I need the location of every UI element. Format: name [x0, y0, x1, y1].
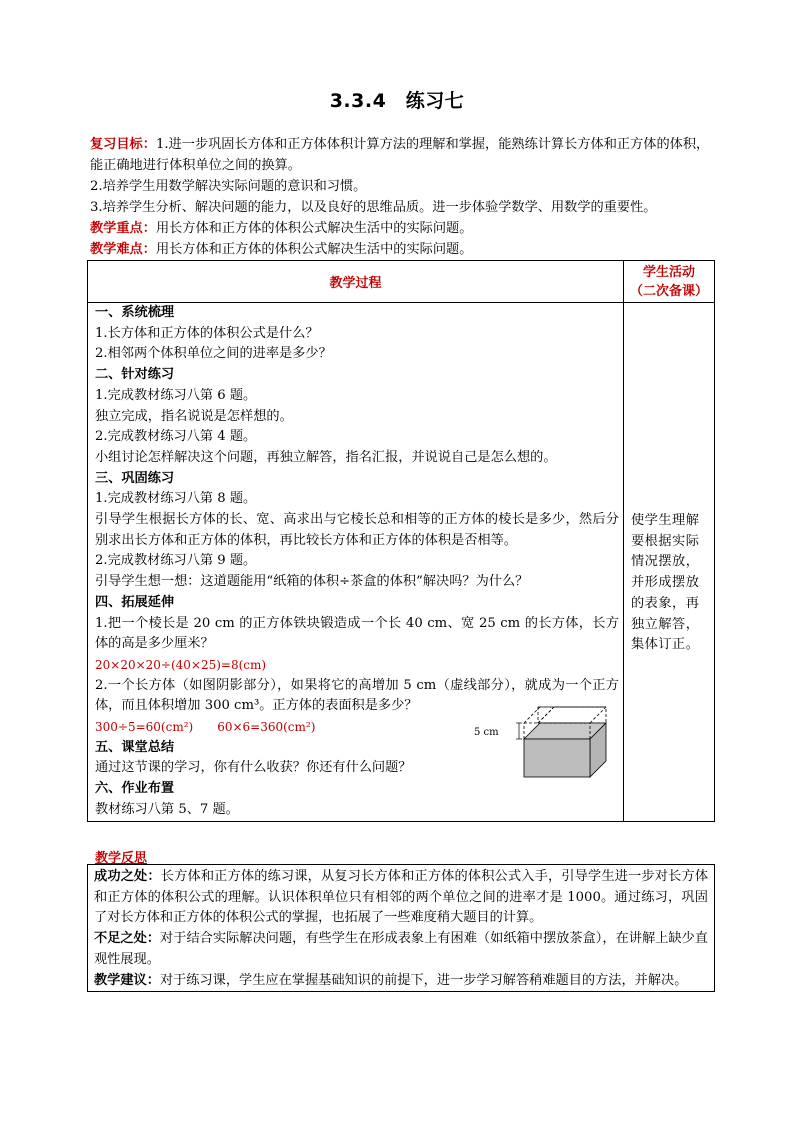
section-heading: 六、作业布置 [95, 781, 175, 797]
shortfall-label: 不足之处： [94, 931, 161, 947]
answer-line: 300÷5=60(cm²) 60×6=360(cm²) [95, 720, 316, 735]
section-heading: 五、课堂总结 [95, 739, 175, 755]
column-divider [623, 302, 624, 822]
lesson-objectives [90, 134, 712, 260]
process-line: 2.完成教材练习八第 9 题。 [95, 553, 257, 569]
shortfall-line [94, 929, 708, 970]
key-point-label: 教学重点： [90, 221, 156, 236]
student-activity-header-line2: （二次备课） [629, 283, 708, 299]
difficulty-line [90, 239, 712, 260]
section-heading: 三、巩固练习 [95, 470, 175, 486]
process-line: 独立完成，指名说说是怎样想的。 [95, 408, 293, 424]
process-line: 通过这节课的学习，你有什么收获？你还有什么问题？ [95, 760, 412, 776]
goal-text: 1.进一步巩固长方体和正方体体积计算方法的理解和掌握，能熟练计算长方体和正方体的体积，能正确地进行体积单位之间的换算。 [90, 137, 710, 173]
process-line: 引导学生想一想：这道题能用“纸箱的体积÷茶盒的体积”解决吗？为什么？ [95, 574, 529, 590]
goal-3: 3.培养学生分析、解决问题的能力，以及良好的思维品质。进一步体验学数学、用数学的重要性。 [90, 200, 657, 215]
dimension-label: 5 cm [474, 727, 499, 738]
section-heading: 四、拓展延伸 [95, 594, 175, 610]
process-line: 2.一个长方体（如图阴影部分），如果将它的高增加 5 cm（虚线部分），就成为一个正方体，而且体积增加 300 cm³。正方体的表面积是多少？ [95, 677, 619, 714]
goal-2: 2.培养学生用数学解决实际问题的意识和习惯。 [90, 179, 367, 194]
shortfall-text: 对于结合实际解决问题，有些学生在形成表象上有困难（如纸箱中摆放茶盒），在讲解上缺少直观性展现。 [94, 931, 708, 967]
process-line: 1.把一个棱长是 20 cm 的正方体铁块锻造成一个长 40 cm、宽 25 cm 的长方体，长方体的高是多少厘米？ [95, 615, 619, 652]
process-line: 1.完成教材练习八第 8 题。 [95, 491, 257, 507]
section-heading: 一、系统梳理 [95, 305, 175, 320]
process-line: 1.长方体和正方体的体积公式是什么？ [95, 325, 319, 341]
goal-line [90, 134, 712, 176]
student-activity-header-line1: 学生活动 [642, 264, 695, 280]
advice-line [94, 971, 708, 992]
reflection-box [87, 864, 715, 992]
process-line: 2.相邻两个体积单位之间的进率是多少？ [95, 346, 332, 362]
answer-line: 20×20×20÷(40×25)=8(cm) [95, 657, 267, 672]
process-header: 教学过程 [88, 261, 624, 303]
process-line: 教材练习八第 5、7 题。 [95, 801, 239, 817]
success-text: 长方体和正方体的练习课，从复习长方体和正方体的体积公式入手，引导学生进一步对长方体和正方体的体积公式的理解。认识体积单位只有相邻的两个单位之间的进率才是 1000。通过练习，巩固了对长方体和正方体的体积公式的掌握，也拓展了一些难度稍大题目的计算。 [94, 869, 709, 926]
dashed-front-top [538, 707, 606, 723]
difficulty-label: 教学难点： [90, 242, 156, 257]
cuboid-front-face [524, 739, 590, 777]
process-line: 1.完成教材练习八第 6 题。 [95, 387, 257, 403]
success-label: 成功之处： [94, 869, 161, 884]
key-point-line [90, 218, 712, 239]
advice-text: 对于练习课，学生应在掌握基础知识的前提下，进一步学习解答稍难题目的方法，并解决。 [159, 972, 688, 988]
difficulty-text: 用长方体和正方体的体积公式解决生活中的实际问题。 [155, 242, 473, 257]
cuboid-figure [506, 701, 618, 783]
section-heading: 二、针对练习 [95, 367, 175, 383]
reflection-title: 教学反思 [95, 851, 148, 866]
student-activity-header [624, 261, 714, 303]
process-line: 引导学生根据长方体的长、宽、高求出与它棱长总和相等的正方体的棱长是多少，然后分别求出长方体和正方体的体积，再比较长方体和正方体的体积是否相等。 [95, 512, 619, 548]
process-line: 小组讨论怎样解决这个问题，再独立解答，指名汇报，并说说自己是怎么想的。 [95, 449, 557, 465]
page-title: 3.3.4 练习七 [329, 90, 465, 112]
dashed-top-face [538, 707, 606, 723]
student-activity-text: 使学生理解要根据实际情况摆放，并形成摆放的表象，再独立解答，集体订正。 [631, 513, 700, 653]
teaching-process-table [87, 260, 715, 822]
goal-label: 复习目标： [90, 137, 156, 152]
process-line: 2.完成教材练习八第 4 题。 [95, 429, 257, 445]
success-line [94, 867, 708, 929]
key-point-text: 用长方体和正方体的体积公式解决生活中的实际问题。 [155, 221, 473, 236]
advice-label: 教学建议： [94, 972, 160, 988]
